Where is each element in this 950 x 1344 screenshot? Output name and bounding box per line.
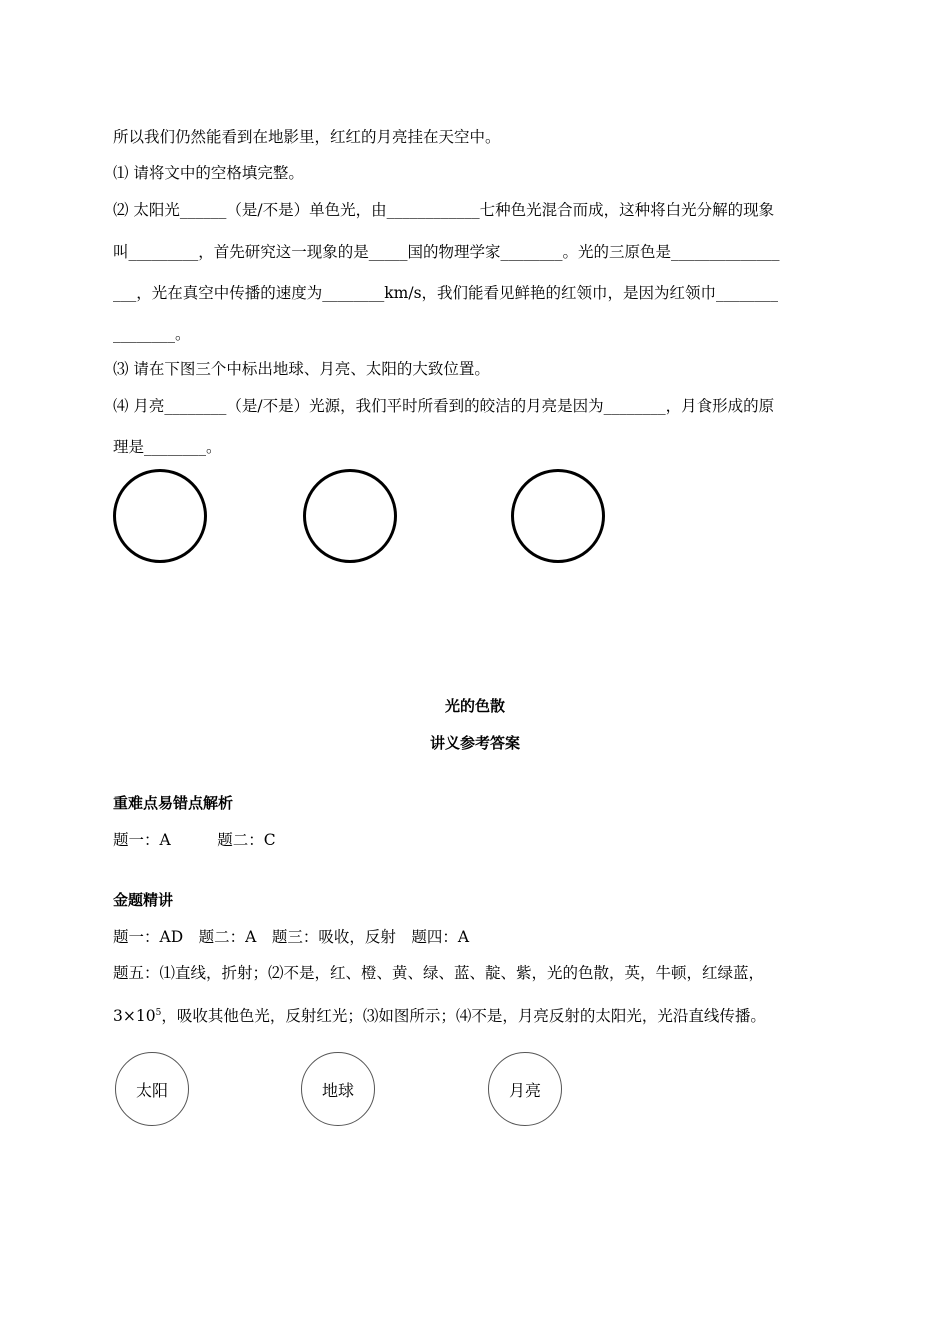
question-line-2: ⑵ 太阳光______（是/不是）单色光，由____________七种色光混合而成，这种将白光分解的现象 <box>113 201 775 219</box>
speed-exponent: 5 <box>155 1008 162 1018</box>
sun-circle <box>115 1052 189 1126</box>
earth-circle <box>301 1052 375 1126</box>
question-line-0: 所以我们仍然能看到在地影里，红红的月亮挂在天空中。 <box>113 128 501 146</box>
question-line-1: ⑴ 请将文中的空格填完整。 <box>113 164 304 182</box>
blank-circle-3 <box>511 469 605 563</box>
question-line-6: ⑶ 请在下图三个中标出地球、月亮、太阳的大致位置。 <box>113 360 490 378</box>
answer-title: 光的色散 <box>444 697 505 715</box>
sun-label: 太阳 <box>135 1080 168 1100</box>
section-2-answers-1: 题一：AD 题二：A 题三：吸收，反射 题四：A <box>113 928 470 946</box>
question-line-3: 叫_________，首先研究这一现象的是_____国的物理学家________。光的三原色是______________ <box>113 243 780 261</box>
moon-label: 月亮 <box>508 1080 541 1100</box>
section-2-answers-3 <box>113 1003 766 1026</box>
section-heading-1: 重难点易错点解析 <box>113 794 234 812</box>
question-line-4: ___，光在真空中传播的速度为________km/s，我们能看见鲜艳的红领巾，是因为红领巾________ <box>113 284 779 302</box>
section-heading-2: 金题精讲 <box>113 891 174 909</box>
blank-circle-2 <box>303 469 397 563</box>
section-2-answers-3-rest: ，吸收其他色光，反射红光；⑶如图所示；⑷不是，月亮反射的太阳光，光沿直线传播。 <box>161 1007 766 1025</box>
earth-label: 地球 <box>321 1080 354 1100</box>
moon-circle <box>488 1052 562 1126</box>
blank-circle-1 <box>113 469 207 563</box>
question-line-5: ________。 <box>113 325 191 343</box>
answer-subtitle: 讲义参考答案 <box>429 734 520 752</box>
question-line-7: ⑷ 月亮________（是/不是）光源，我们平时所看到的皎洁的月亮是因为________，月食形成的原 <box>113 397 775 415</box>
section-2-answers-2: 题五：⑴直线，折射；⑵不是，红、橙、黄、绿、蓝、靛、紫，光的色散，英，牛顿，红绿蓝， <box>113 964 765 982</box>
speed-value: 3×10 <box>113 1007 156 1025</box>
question-line-8: 理是________。 <box>113 438 222 456</box>
section-1-answers: 题一：A 题二：C <box>113 831 276 849</box>
